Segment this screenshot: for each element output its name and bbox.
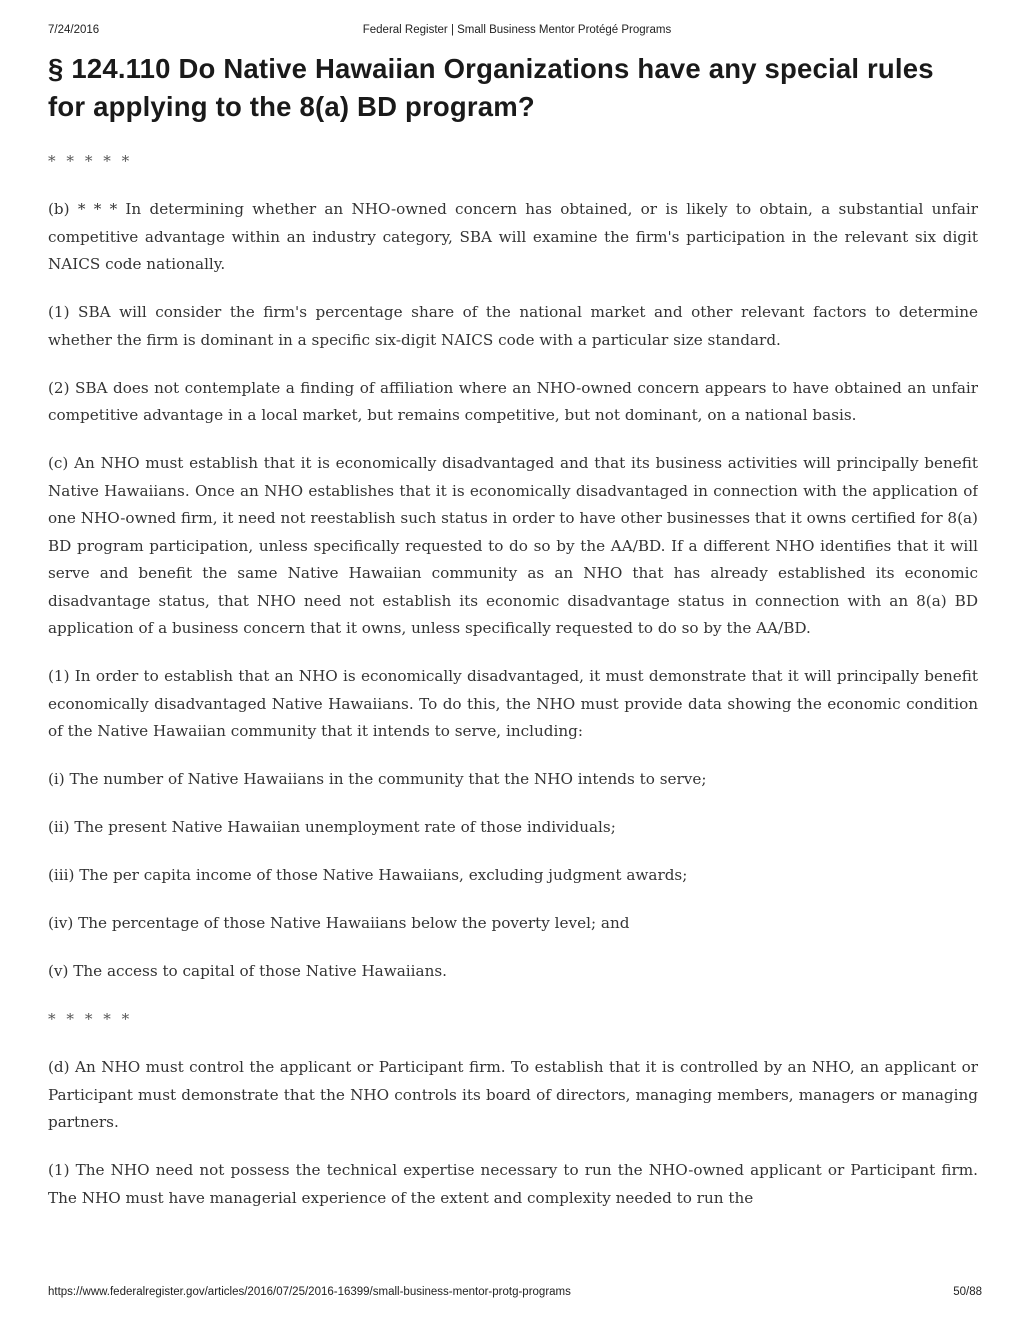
- source-url: https://www.federalregister.gov/articles/2016/07/25/2016-16399/small-business-mentor-protg-programs: [48, 1286, 571, 1298]
- paragraph-c-1: (1) In order to establish that an NHO is economically disadvantaged, it must demonstrate that it will principally benefit economically disadvantaged Native Hawaiians. To do this, the NHO must provide data showing the economic condition of the Native Hawaiian community that it intends to serve, including:: [48, 667, 978, 740]
- paragraph-b-1: (1) SBA will consider the firm's percentage share of the national market and other relevant factors to determine whether the firm is dominant in a specific six-digit NAICS code with a particular size standard.: [48, 303, 978, 349]
- paragraph-d-1: (1) The NHO need not possess the technical expertise necessary to run the NHO-owned applicant or Participant firm. The NHO must have managerial experience of the extent and complexity needed to run the: [48, 1161, 978, 1207]
- page-number: 50/88: [953, 1286, 982, 1298]
- section-title: § 124.110 Do Native Hawaiian Organizations have any special rules for applying to the 8(a) BD program?: [48, 53, 934, 122]
- paragraph-b: (b) * * * In determining whether an NHO-owned concern has obtained, or is likely to obtain, a substantial unfair competitive advantage within an industry category, SBA will examine the firm's participation in the relevant six digit NAICS code nationally.: [48, 200, 978, 273]
- document-body: [48, 148, 978, 1263]
- paragraph-c-1-iv: (iv) The percentage of those Native Hawaiians below the poverty level; and: [48, 914, 630, 932]
- print-header: [48, 24, 986, 40]
- paragraph-c-1-iii: (iii) The per capita income of those Native Hawaiians, excluding judgment awards;: [48, 866, 688, 884]
- print-date: 7/24/2016: [48, 24, 100, 36]
- print-page-title: Federal Register | Small Business Mentor Protégé Programs: [362, 24, 672, 36]
- paragraph-c-1-v: (v) The access to capital of those Native Hawaiians.: [48, 962, 447, 980]
- paragraph-c-1-i: (i) The number of Native Hawaiians in the community that the NHO intends to serve;: [48, 770, 707, 788]
- omission-stars: * * * * *: [48, 152, 133, 170]
- omission-stars: * * * * *: [48, 1010, 133, 1028]
- paragraph-c-1-ii: (ii) The present Native Hawaiian unemployment rate of those individuals;: [48, 818, 616, 836]
- paragraph-c: (c) An NHO must establish that it is economically disadvantaged and that its business activities will principally benefit Native Hawaiians. Once an NHO establishes that it is economically disadvantaged in connection with the application of one NHO-owned firm, it need not reestablish such status in order to have other businesses that it owns certified for 8(a) BD program participation, unless specifically requested to do so by the AA/BD. If a different NHO identifies that it will serve and benefit the same Native Hawaiian community as an NHO that has already established its economic disadvantage status, that NHO need not establish its economic disadvantage status in connection with an 8(a) BD application of a business concern that it owns, unless specifically requested to do so by the AA/BD.: [48, 454, 978, 637]
- paragraph-d: (d) An NHO must control the applicant or Participant firm. To establish that it is controlled by an NHO, an applicant or Participant must demonstrate that the NHO controls its board of directors, managing members, managers or managing partners.: [48, 1058, 978, 1131]
- print-footer: [48, 1286, 982, 1302]
- paragraph-b-2: (2) SBA does not contemplate a finding of affiliation where an NHO-owned concern appears to have obtained an unfair competitive advantage in a local market, but remains competitive, but not dominant, on a national basis.: [48, 378, 978, 424]
